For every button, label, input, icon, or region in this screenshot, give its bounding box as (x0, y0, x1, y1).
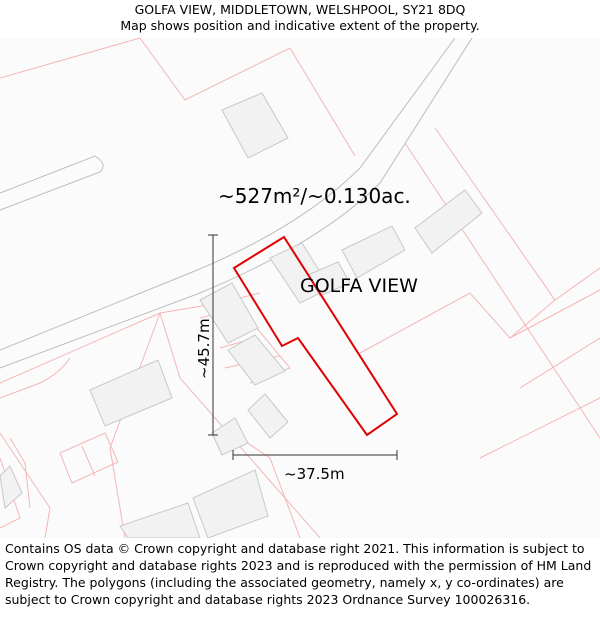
building (0, 466, 22, 508)
map-header (0, 0, 600, 40)
property-address-title: GOLFA VIEW, MIDDLETOWN, WELSHPOOL, SY21 8DQ (134, 2, 466, 17)
width-dimension-label: ~37.5m (284, 465, 345, 483)
map-subtitle: Map shows position and indicative extent of the property. (120, 18, 480, 33)
dimension-horizontal (233, 450, 397, 460)
building (193, 470, 268, 538)
building (120, 503, 200, 538)
side-lane (0, 156, 103, 210)
building (248, 394, 288, 438)
map-canvas[interactable] (0, 38, 600, 538)
building (222, 93, 288, 158)
copyright-notice: Contains OS data © Crown copyright and database right 2021. This information is subject to Crown copyright and database rights 2023 and is reproduced with the permission of HM Land Registry. The polygons (including the associated geometry, namely x, y co-ordinates) are subject to Crown copyright and database rights 2023 Ordnance Survey 100026316. (5, 541, 592, 607)
property-name-label: GOLFA VIEW (300, 275, 418, 297)
building (342, 226, 405, 278)
height-dimension-label: ~45.7m (195, 318, 213, 379)
building (90, 360, 172, 426)
buildings (0, 93, 482, 538)
building (228, 335, 285, 385)
area-label: ~527m²/~0.130ac. (218, 184, 411, 208)
